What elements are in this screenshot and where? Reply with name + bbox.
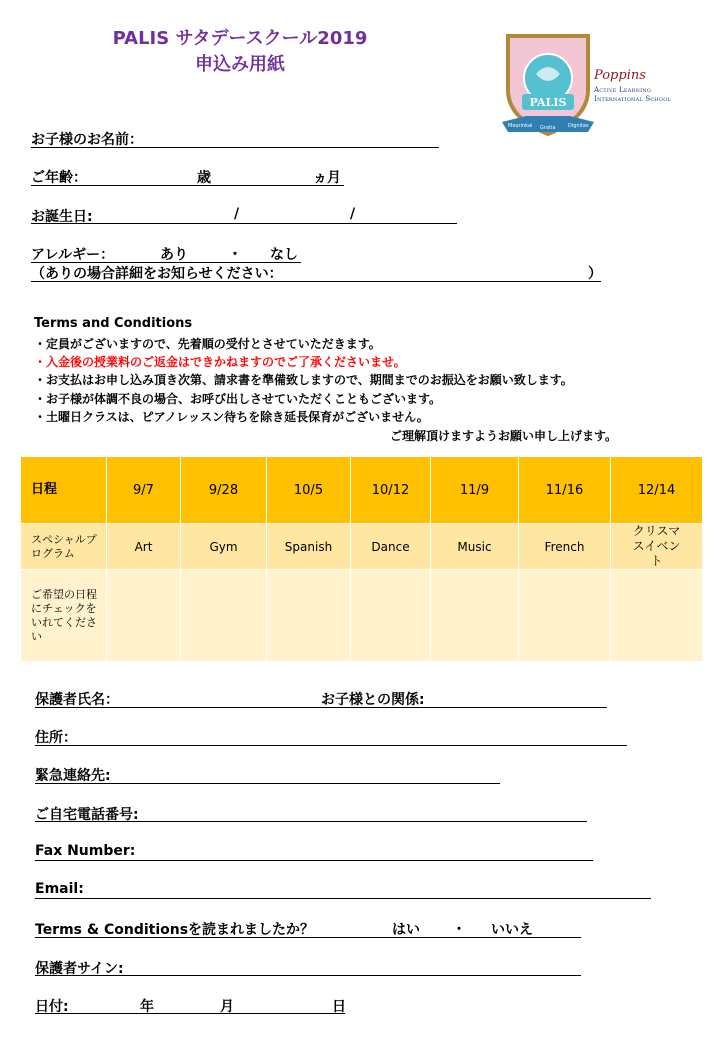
birthday-label: お誕生日:: [31, 209, 93, 225]
terms-item-refund: ・入金後の授業料のご返金はできかねますのでご了承くださいませ。: [34, 355, 406, 369]
home-phone-label: ご自宅電話番号:: [35, 807, 139, 823]
terms-read-underline: [35, 937, 581, 938]
program-cell: Gym: [181, 524, 267, 570]
poppins-name: Poppins: [594, 68, 646, 83]
terms-item: ・お子様が体調不良の場合、お呼び出しさせていただくこともございます。: [34, 392, 442, 406]
ribbon-left: Mourinkai: [508, 123, 533, 129]
fax-field[interactable]: [35, 860, 593, 861]
program-cell: Art: [107, 524, 181, 570]
schedule-date: 11/16: [519, 457, 611, 524]
crest-label: PALIS: [529, 96, 567, 109]
check-cell[interactable]: [107, 570, 181, 662]
home-phone-field[interactable]: [35, 821, 587, 822]
check-cell[interactable]: [431, 570, 519, 662]
terms-item: ・お支払はお申し込み頂き次第、請求書を準備致しますので、期間までのお振込をお願い致します。: [34, 373, 573, 387]
child-name-label: お子様のお名前：: [31, 132, 143, 148]
schedule-date: 9/28: [181, 457, 267, 524]
allergy-detail-field[interactable]: [31, 281, 601, 282]
emergency-contact-field[interactable]: [35, 783, 500, 784]
date-label: 日付:: [35, 999, 69, 1015]
address-field[interactable]: [35, 745, 627, 746]
check-cell[interactable]: [181, 570, 267, 662]
allergy-detail-label: （ありの場合詳細をお知らせください：: [31, 266, 283, 282]
schedule-date: 9/7: [107, 457, 181, 524]
guardian-name-label: 保護者氏名：: [35, 692, 119, 708]
date-field[interactable]: [35, 1013, 345, 1014]
age-years-unit: 歳: [197, 170, 211, 186]
terms-heading: Terms and Conditions: [34, 316, 193, 331]
check-cell[interactable]: [267, 570, 351, 662]
signature-field[interactable]: [35, 975, 581, 976]
schedule-date-row: [21, 457, 703, 524]
check-cell[interactable]: [611, 570, 703, 662]
schedule-date: 12/14: [611, 457, 703, 524]
check-cell[interactable]: [351, 570, 431, 662]
schedule-date: 10/12: [351, 457, 431, 524]
terms-separator: ・: [452, 922, 466, 938]
school-logo: [498, 30, 698, 142]
age-field[interactable]: [31, 185, 344, 186]
age-label: ご年齢：: [31, 170, 87, 186]
ribbon-right: Dignitas: [568, 123, 589, 129]
age-months-unit: ヵ月: [313, 170, 341, 186]
terms-item: ・定員がございますので、先着順の受付とさせていただきます。: [34, 337, 381, 351]
program-cell: クリスマスイベント: [611, 524, 703, 570]
ribbon-center: Gratia: [540, 125, 556, 131]
form-title: PALIS サタデースクール2019: [112, 28, 368, 49]
date-month-unit: 月: [220, 999, 234, 1015]
program-cell: Spanish: [267, 524, 351, 570]
program-cell: Music: [431, 524, 519, 570]
schedule-row-header: 日程: [21, 457, 107, 524]
schedule-date: 10/5: [267, 457, 351, 524]
guardian-name-field[interactable]: [35, 707, 607, 708]
form-subtitle: 申込み用紙: [195, 54, 285, 75]
schedule-check-row: [21, 570, 703, 662]
allergy-yes-option[interactable]: あり: [160, 247, 188, 263]
email-field[interactable]: [35, 898, 651, 899]
email-label: Email:: [35, 881, 84, 897]
signature-label: 保護者サイン:: [35, 961, 124, 977]
date-year-unit: 年: [140, 999, 154, 1015]
fax-label: Fax Number:: [35, 843, 136, 859]
program-cell: Dance: [351, 524, 431, 570]
allergy-separator: ・: [228, 247, 242, 263]
terms-item: ・土曜日クラスは、ピアノレッスン待ちを除き延長保育がございません。: [34, 410, 429, 424]
poppins-line3: International School: [594, 95, 672, 103]
terms-no-option[interactable]: いいえ: [491, 922, 533, 938]
program-cell: French: [519, 524, 611, 570]
check-cell[interactable]: [519, 570, 611, 662]
address-label: 住所：: [35, 730, 77, 746]
birthday-slash-2: /: [350, 206, 356, 222]
poppins-line2: Active Learning: [594, 86, 652, 94]
child-name-field[interactable]: [31, 147, 439, 148]
terms-yes-option[interactable]: はい: [392, 922, 420, 938]
birthday-field[interactable]: [31, 223, 457, 224]
relation-label: お子様との関係:: [321, 692, 425, 708]
program-label: スペシャルプログラム: [21, 524, 107, 570]
allergy-label: アレルギー：: [31, 247, 115, 263]
terms-closing: ご理解頂けますようお願い申し上げます。: [390, 429, 618, 443]
schedule-date: 11/9: [431, 457, 519, 524]
birthday-slash-1: /: [234, 206, 240, 222]
schedule-program-row: [21, 524, 703, 570]
check-label: ご希望の日程にチェックをいれてください: [21, 570, 107, 662]
emergency-contact-label: 緊急連絡先:: [35, 768, 111, 784]
terms-read-label: Terms & Conditionsを読まれましたか？: [35, 922, 315, 938]
allergy-no-option[interactable]: なし: [270, 247, 298, 263]
date-day-unit: 日: [332, 999, 346, 1015]
schedule-table: [20, 456, 703, 662]
allergy-detail-close: ）: [588, 266, 602, 282]
